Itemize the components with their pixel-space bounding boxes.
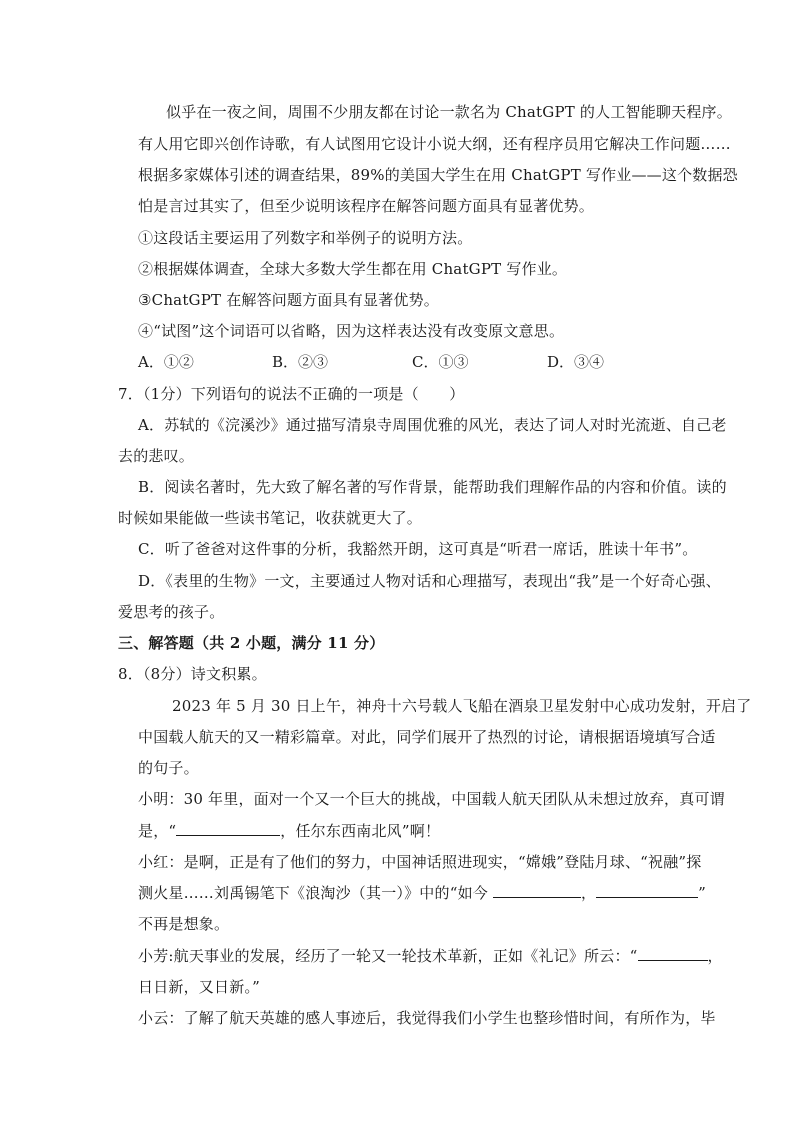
answer-blank-2[interactable] xyxy=(493,883,581,898)
xiaohong-line-2 xyxy=(138,883,706,903)
xiaofang-line-1 xyxy=(138,946,723,966)
q6-option-c: C．①③ xyxy=(412,353,469,371)
xiaofang-line-1-end: ， xyxy=(707,947,723,965)
q6-statement-3: ③ChatGPT 在解答问题方面具有显著优势。 xyxy=(138,291,440,309)
q7-option-d-line-2: 爱思考的孩子。 xyxy=(118,603,225,621)
q7-option-d-line-1: D．《表里的生物》一文，主要通过人物对话和心理描写，表现出“我”是一个好奇心强、 xyxy=(138,572,721,590)
q7-stem: 7．（1分）下列语句的说法不正确的一项是（ ） xyxy=(118,385,465,403)
q8-stem: 8．（8分）诗文积累。 xyxy=(118,665,267,683)
q6-statement-2: ②根据媒体调查，全球大多数大学生都在用 ChatGPT 写作业。 xyxy=(138,260,568,278)
xiaoming-line-1: 小明：30 年里，面对一个又一个巨大的挑战，中国载人航天团队从未想过放弃，真可谓 xyxy=(138,790,725,808)
passage-line-4: 怕是言过其实了，但至少说明该程序在解答问题方面具有显著优势。 xyxy=(138,197,595,215)
q6-statement-4: ④“试图”这个词语可以省略，因为这样表达没有改变原文意思。 xyxy=(138,322,565,340)
passage-line-3: 根据多家媒体引述的调查结果，89%的美国大学生在用 ChatGPT 写作业——这个数据恐 xyxy=(138,166,738,184)
q7-option-a-line-1: A．苏轼的《浣溪沙》通过描写清泉寺周围优雅的风光，表达了词人对时光流逝、自己老 xyxy=(138,416,727,434)
xiaoming-line-2-start: 是，“ xyxy=(138,822,177,840)
q8-intro-line-2: 中国载人航天的又一精彩篇章。对此，同学们展开了热烈的讨论，请根据语境填写合适 xyxy=(138,728,716,746)
q6-statement-1: ①这段话主要运用了列数字和举例子的说明方法。 xyxy=(138,229,473,247)
section-3-title: 三、解答题（共 2 小题，满分 11 分） xyxy=(118,634,385,652)
passage-line-1: 似乎在一夜之间，周围不少朋友都在讨论一款名为 ChatGPT 的人工智能聊天程序。 xyxy=(166,103,732,121)
q7-option-b-line-1: B．阅读名著时，先大致了解名著的写作背景，能帮助我们理解作品的内容和价值。读的 xyxy=(138,478,727,496)
passage-line-2: 有人用它即兴创作诗歌，有人试图用它设计小说大纲，还有程序员用它解决工作问题…… xyxy=(138,135,731,153)
xiaohong-line-2-end: ” xyxy=(698,884,707,902)
q7-option-b-line-2: 时候如果能做一些读书笔记，收获就更大了。 xyxy=(118,509,423,527)
answer-blank-4[interactable] xyxy=(638,946,708,961)
xiaohong-line-2-comma: ， xyxy=(580,884,597,902)
q6-option-a: A．①② xyxy=(138,353,194,371)
xiaohong-line-3: 不再是想象。 xyxy=(138,915,230,933)
answer-blank-1[interactable] xyxy=(176,821,280,836)
answer-blank-3[interactable] xyxy=(596,883,698,898)
xiaoyun-line-1: 小云：了解了航天英雄的感人事迹后，我觉得我们小学生也整珍惜时间，有所作为，毕 xyxy=(138,1009,716,1027)
xiaoming-line-2 xyxy=(138,821,440,841)
xiaohong-line-2-start: 测火星……刘禹锡笔下《浪淘沙（其一）》中的“如今 xyxy=(138,884,493,902)
q8-intro-line-3: 的句子。 xyxy=(138,759,199,777)
q8-intro-line-1: 2023 年 5 月 30 日上午，神舟十六号载人飞船在酒泉卫星发射中心成功发射，开启了 xyxy=(172,697,752,715)
xiaofang-line-2: 日日新，又日新。” xyxy=(138,978,260,996)
xiaoming-line-2-end: ，任尔东西南北风”啊！ xyxy=(280,822,441,840)
q6-option-b: B．②③ xyxy=(272,353,329,371)
q7-option-a-line-2: 去的悲叹。 xyxy=(118,447,195,465)
q6-option-d: D．③④ xyxy=(547,353,605,371)
xiaohong-line-1: 小红：是啊，正是有了他们的努力，中国神话照进现实，“嫦娥”登陆月球、“祝融”探 xyxy=(138,853,702,871)
xiaofang-line-1-start: 小芳:航天事业的发展，经历了一轮又一轮技术革新，正如《礼记》所云：“ xyxy=(138,947,638,965)
q7-option-c: C．听了爸爸对这件事的分析，我豁然开朗，这可真是“听君一席话，胜读十年书”。 xyxy=(138,540,698,558)
